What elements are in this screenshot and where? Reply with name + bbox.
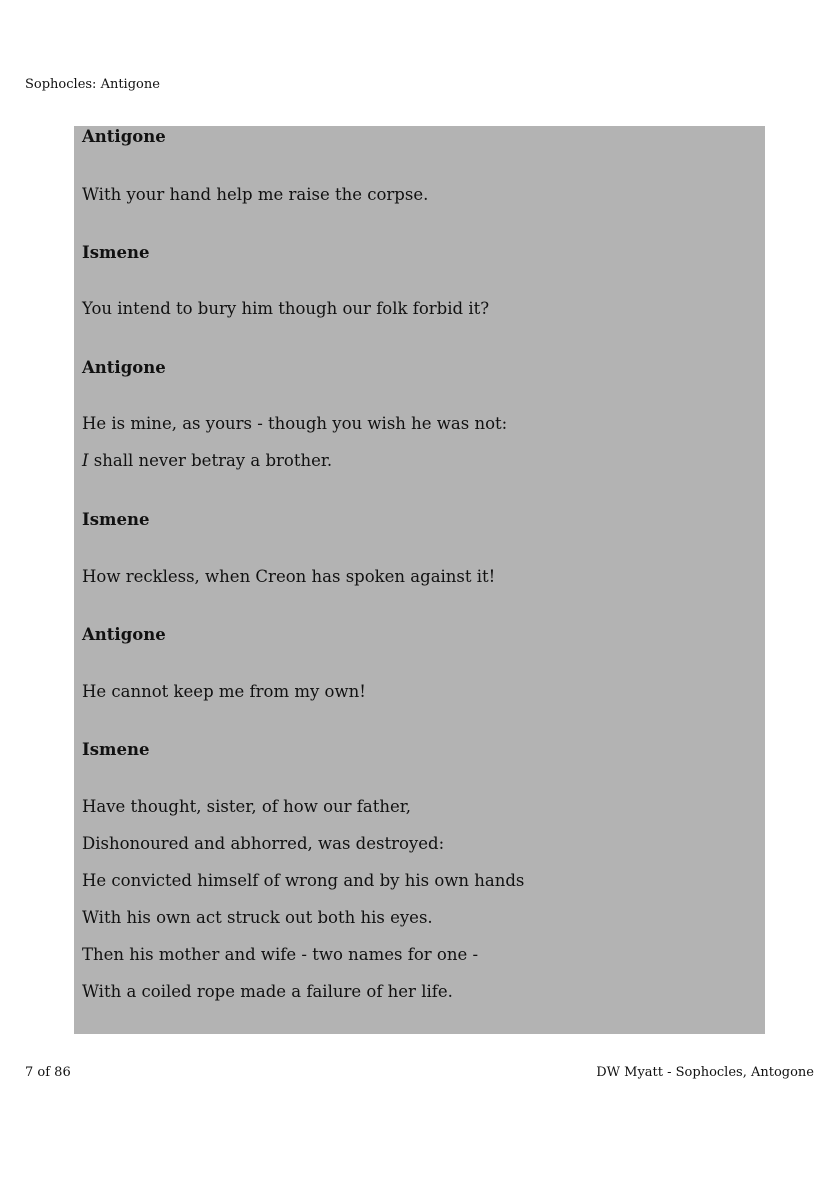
dialogue-line: Then his mother and wife - two names for one -	[82, 945, 479, 964]
dialogue-line: With his own act struck out both his eyes.	[82, 908, 433, 927]
running-header: Sophocles: Antigone	[25, 77, 160, 92]
speaker-name: Ismene	[82, 243, 150, 262]
dialogue-line: Dishonoured and abhorred, was destroyed:	[82, 834, 445, 853]
dialogue-line: With your hand help me raise the corpse.	[82, 185, 429, 204]
speaker-name: Antigone	[82, 625, 166, 644]
dialogue-line: Have thought, sister, of how our father,	[82, 797, 412, 816]
speaker-name: Ismene	[82, 740, 150, 759]
dialogue-line: With a coiled rope made a failure of her life.	[82, 982, 453, 1001]
dialogue-line: You intend to bury him though our folk forbid it?	[82, 299, 490, 318]
dialogue-line: He convicted himself of wrong and by his own hands	[82, 871, 525, 890]
dialogue-line-rest: shall never betray a brother.	[88, 451, 333, 470]
speaker-name: Antigone	[82, 358, 166, 377]
footer-source: DW Myatt - Sophocles, Antogone	[596, 1065, 814, 1080]
speaker-name: Antigone	[82, 127, 166, 146]
dialogue-line: How reckless, when Creon has spoken against it!	[82, 567, 496, 586]
speaker-name: Ismene	[82, 510, 150, 529]
text-panel	[74, 126, 765, 1034]
dialogue-line: He is mine, as yours - though you wish he was not:	[82, 414, 508, 433]
dialogue-line: He cannot keep me from my own!	[82, 682, 366, 701]
dialogue-line	[82, 451, 332, 471]
page-number: 7 of 86	[25, 1065, 71, 1080]
emphasis: I	[82, 451, 89, 470]
